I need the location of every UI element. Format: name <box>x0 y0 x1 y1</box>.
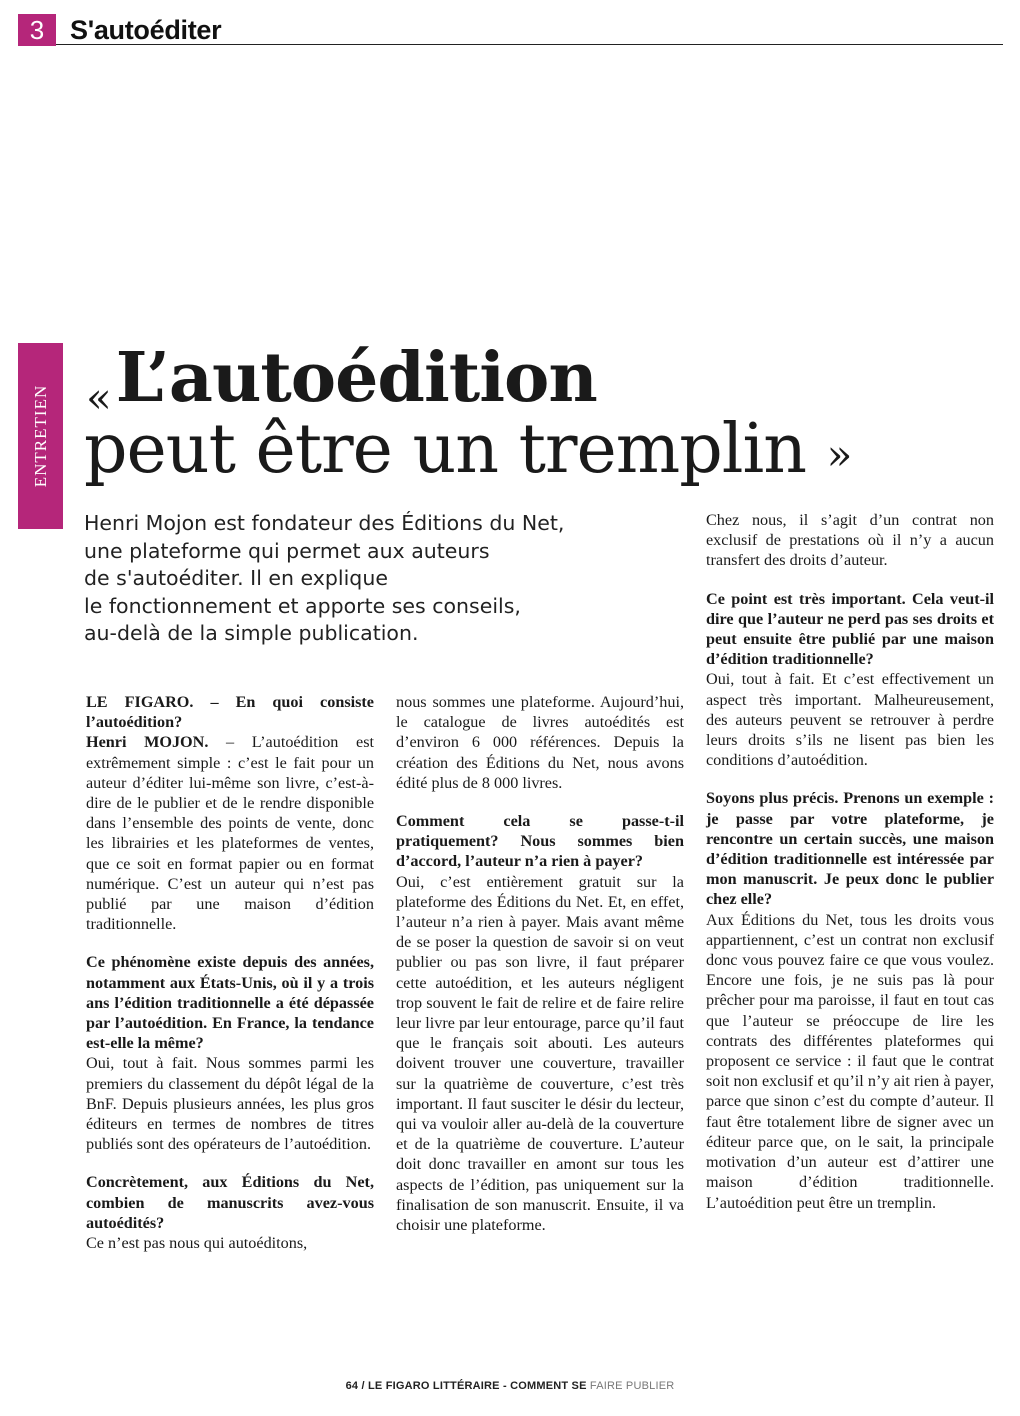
footer-text-faded: FAIRE PUBLIER <box>589 1380 675 1392</box>
section-header <box>18 10 1003 45</box>
answer-1 <box>86 732 374 934</box>
question-3: Concrètement, aux Éditions du Net, combien de manuscrits avez-vous autoédités? <box>86 1173 374 1232</box>
side-tab-label: ENTRETIEN <box>30 384 50 488</box>
column-1 <box>86 692 374 1271</box>
intro-line: une plateforme qui permet aux auteurs <box>84 538 490 563</box>
question-1: LE FIGARO. – En quoi consiste l’autoédition? <box>86 693 374 732</box>
headline-bold: L’autoédition <box>115 338 597 418</box>
answer-3-end: nous sommes une plateforme. Aujourd’hui, le catalogue de livres autoédités est d’environ 6 000 références. Depuis la création des Éditions du Net, nous avons édité plus de 8 000 livres. <box>396 693 684 792</box>
section-title: S'autoéditer <box>70 15 222 45</box>
intro-line: le fonctionnement et apporte ses conseils, <box>84 593 521 618</box>
close-quote: » <box>826 430 852 479</box>
footer-text: 64 / LE FIGARO LITTÉRAIRE - COMMENT SE <box>345 1380 590 1392</box>
answer-5: Oui, tout à fait. Et c’est effectivement un aspect très important. Malheureusement, des auteurs peuvent se retrouver à perdre leurs droits s’ils ne lisent pas bien les conditions d’autoédition. <box>706 670 994 770</box>
intro-line: au-delà de la simple publication. <box>84 621 419 645</box>
side-tab <box>18 343 63 529</box>
answer-2: Oui, tout à fait. Nous sommes parmi les premiers du classement du dépôt légal de la BnF. Depuis plusieurs années, les plus gros éditeurs en termes de nombres de titres publiés sont des opérateurs de l’autoédition. <box>86 1054 374 1154</box>
page-footer <box>0 1380 1020 1392</box>
question-4: Comment cela se passe-t-il pratiquement? Nous sommes bien d’accord, l’auteur n’a rien à payer? <box>396 812 684 871</box>
intro-paragraph <box>84 510 684 648</box>
intro-line: de s'autoéditer. Il en explique <box>84 566 388 590</box>
answer-1-text: – L’autoédition est extrêmement simple : c’est le fait pour un auteur d’éditer lui-même son livre, c’est-à-dire de le publier et de le rendre disponible dans l’ensemble des points de vente, donc les librairies et les plateformes de ventes, que ce soit en format papier ou en format numérique. C’est un auteur qui n’est pas publié par une maison d’édition traditionnelle. <box>86 733 374 934</box>
question-2: Ce phénomène existe depuis des années, notamment aux États-Unis, où il y a trois ans l’édition traditionnelle a été dépassée par l’autoédition. En France, la tendance est-elle la même? <box>86 953 374 1053</box>
headline-line-2 <box>84 410 851 489</box>
answer-4: Oui, c’est entièrement gratuit sur la plateforme des Éditions du Net. Et, en effet, l’auteur n’a rien à payer. Mais avant même de se poser la question de savoir si on veut publier ou pas son livre, il faut préparer cette autoédition, et les auteurs négligent trop souvent le fait de relire et de faire relire leur livre par leur entourage, parce qu’il faut que le français soit abouti. Les auteurs doivent trouver une couverture, travailler sur la quatrième de couverture, c’est très important. Il faut susciter le désir du lecteur, qui va vouloir aller au-delà de la couverture et de la quatrième de couverture. L’auteur doit donc travailler en amont sur tous les aspects de l’édition, pas uniquement sur la finalisation de son manuscrit. Ensuite, il va choisir une plateforme. <box>396 872 684 1235</box>
speaker-name: Henri MOJON. <box>86 733 209 752</box>
question-5: Ce point est très important. Cela veut-il dire que l’auteur ne perd pas ses droits et peut ensuite être publié par une maison d’édition traditionnelle? <box>706 589 994 669</box>
answer-4-continued: Chez nous, il s’agit d’un contrat non exclusif de prestations où il n’y a aucun transfert des droits d’auteur. <box>706 511 994 570</box>
headline-regular: peut être un tremplin <box>84 410 807 489</box>
intro-line: Henri Mojon est fondateur des Éditions du Net, <box>84 511 565 535</box>
column-3 <box>706 510 994 1231</box>
section-number: 3 <box>18 14 56 46</box>
question-6: Soyons plus précis. Prenons un exemple : je passe par votre plateforme, je rencontre un certain succès, une maison d’édition traditionnelle est intéressée par mon manuscrit. Je peux donc le publier chez elle? <box>706 789 994 909</box>
answer-3-start: Ce n’est pas nous qui autoéditons, <box>86 1234 308 1253</box>
column-2 <box>396 692 684 1253</box>
open-quote: « <box>86 372 112 422</box>
answer-6: Aux Éditions du Net, tous les droits vous appartiennent, c’est un contrat non exclusif donc vous pouvez faire ce que vous voulez. Encore une fois, je ne suis pas là pour prêcher pour ma paroisse, il faut en tout cas que l’auteur se préoccupe de lire les contrats des différentes plateformes qui proposent ce service : il faut que le contrat soit non exclusif et qu’il n’y ait rien à payer, parce que sinon c’est du compte d’auteur. Il faut être totalement libre de signer avec un éditeur parce que, on le sait, la principale motivation d’un auteur est d’attirer une maison d’édition traditionnelle. L’autoédition peut être un tremplin. <box>706 910 994 1212</box>
